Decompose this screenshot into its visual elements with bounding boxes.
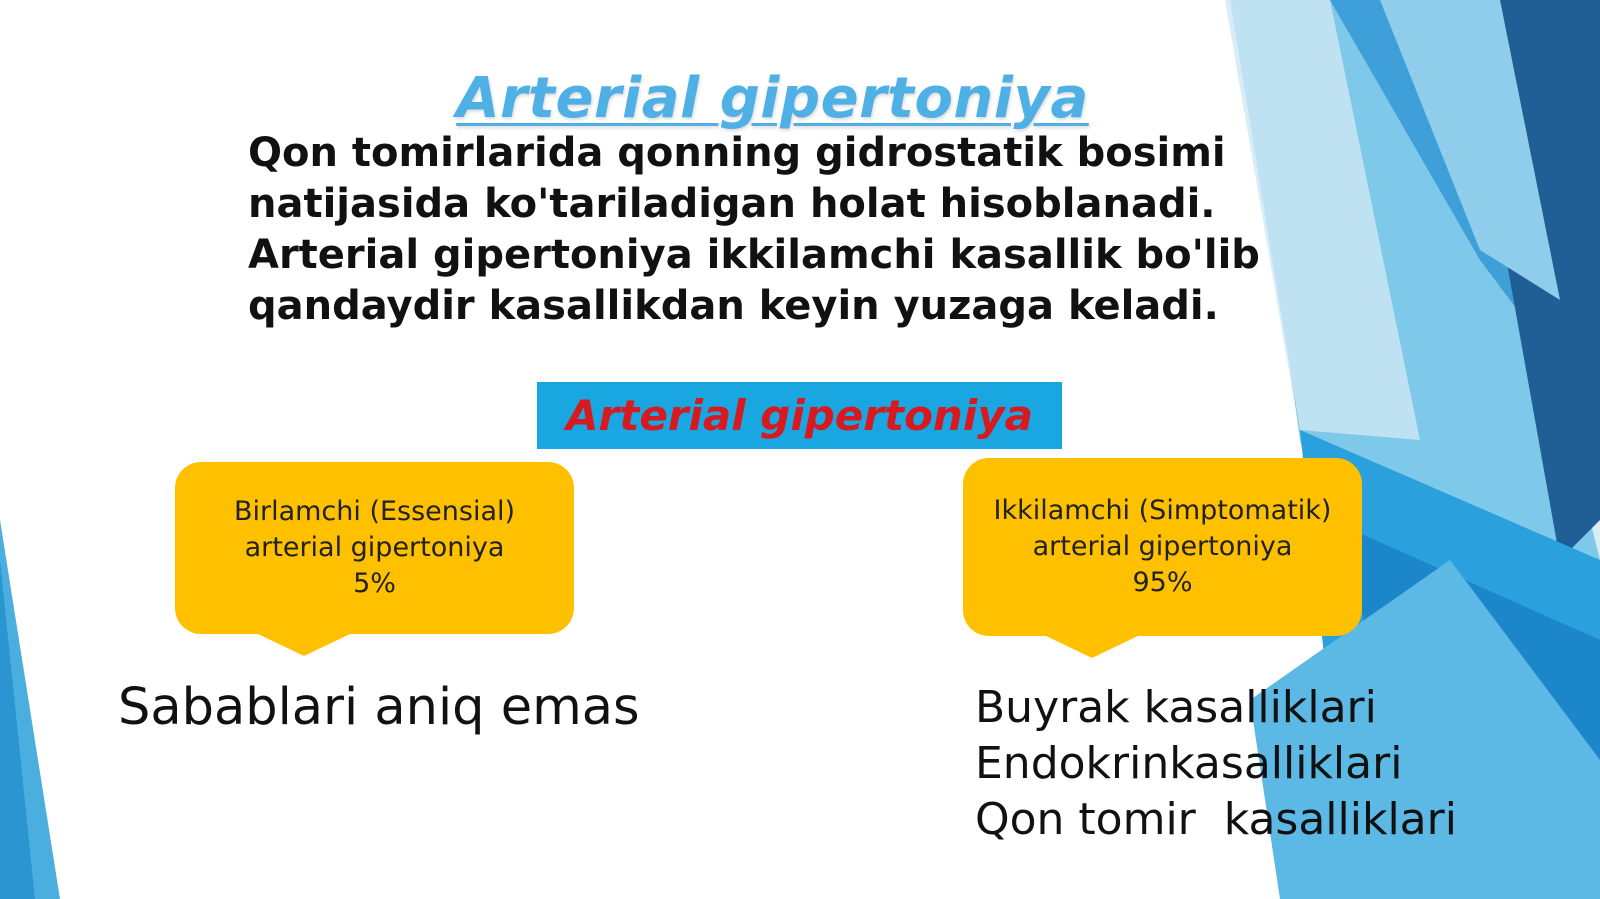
- category-banner: [537, 382, 1062, 449]
- primary-callout-line1: Birlamchi (Essensial): [233, 496, 516, 527]
- secondary-callout-percent: 95%: [1132, 567, 1193, 598]
- definition-text: [248, 128, 1298, 332]
- banner-label: Arterial gipertoniya: [566, 391, 1033, 440]
- secondary-cause-item: Qon tomir kasalliklari: [975, 794, 1457, 845]
- definition-line: Arterial gipertoniya ikkilamchi kasallik bo'lib: [248, 232, 1260, 278]
- slide-title: Arterial gipertoniya: [456, 65, 1089, 131]
- secondary-callout-line1: Ikkilamchi (Simptomatik): [993, 495, 1332, 526]
- secondary-causes: [975, 680, 1457, 848]
- secondary-cause-item: Buyrak kasalliklari: [975, 682, 1377, 733]
- definition-line: natijasida ko'tariladigan holat hisoblanadi.: [248, 181, 1216, 227]
- primary-callout-percent: 5%: [353, 568, 396, 599]
- primary-cause: Sabablari aniq emas: [118, 678, 640, 737]
- secondary-callout-line2: arterial gipertoniya: [1032, 531, 1293, 562]
- secondary-callout: [963, 458, 1362, 636]
- definition-line: Qon tomirlarida qonning gidrostatik bosimi: [248, 130, 1226, 176]
- primary-callout: [175, 462, 574, 634]
- secondary-cause-item: Endokrinkasalliklari: [975, 738, 1403, 789]
- primary-callout-line2: arterial gipertoniya: [244, 532, 505, 563]
- definition-line: qandaydir kasallikdan keyin yuzaga keladi.: [248, 283, 1219, 329]
